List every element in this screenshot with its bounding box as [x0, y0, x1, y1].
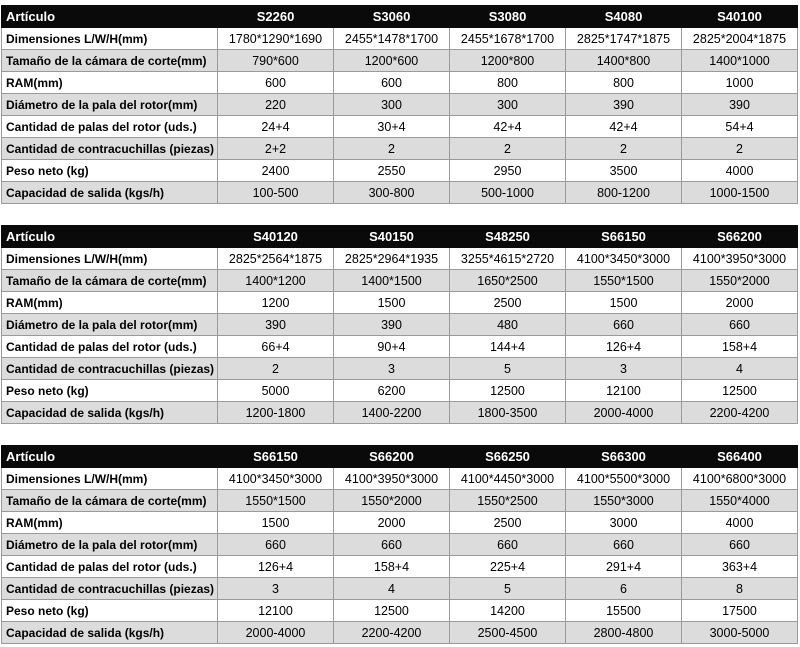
spec-cell: 4100*4450*3000: [450, 468, 566, 490]
spec-cell: 12100: [566, 380, 682, 402]
row-label: Dimensiones L/W/H(mm): [2, 468, 218, 490]
row-label: Peso neto (kg): [2, 600, 218, 622]
spec-cell: 4100*3950*3000: [334, 468, 450, 490]
spec-cell: 1500: [334, 292, 450, 314]
spec-cell: 220: [218, 94, 334, 116]
spec-cell: 4100*3450*3000: [566, 248, 682, 270]
spec-cell: 363+4: [682, 556, 798, 578]
spec-cell: 54+4: [682, 116, 798, 138]
spec-cell: 1550*1500: [566, 270, 682, 292]
spec-cell: 126+4: [218, 556, 334, 578]
spec-cell: 660: [682, 314, 798, 336]
spec-cell: 1200: [218, 292, 334, 314]
spec-cell: 1000-1500: [682, 182, 798, 204]
spec-cell: 12100: [218, 600, 334, 622]
spec-cell: 1200*600: [334, 50, 450, 72]
spec-cell: 600: [334, 72, 450, 94]
spec-row-weight: [2, 380, 798, 402]
spec-cell: 42+4: [566, 116, 682, 138]
spec-cell: 3: [218, 578, 334, 600]
model-header: S3080: [450, 6, 566, 28]
model-header: S66250: [450, 446, 566, 468]
spec-cell: 6: [566, 578, 682, 600]
spec-row-ram: [2, 72, 798, 94]
column-header-article: Artículo: [2, 226, 218, 248]
spec-cell: 42+4: [450, 116, 566, 138]
spec-cell: 480: [450, 314, 566, 336]
spec-cell: 24+4: [218, 116, 334, 138]
spec-row-weight: [2, 600, 798, 622]
spec-cell: 2: [218, 358, 334, 380]
row-label: Capacidad de salida (kgs/h): [2, 622, 218, 644]
spec-row-blade-diameter: [2, 534, 798, 556]
spec-cell: 390: [218, 314, 334, 336]
spec-cell: 3000-5000: [682, 622, 798, 644]
spec-table-2: [1, 225, 798, 424]
spec-cell: 2550: [334, 160, 450, 182]
spec-row-capacity: [2, 402, 798, 424]
spec-cell: 12500: [334, 600, 450, 622]
spec-cell: 1780*1290*1690: [218, 28, 334, 50]
spec-cell: 1200-1800: [218, 402, 334, 424]
spec-cell: 1550*1500: [218, 490, 334, 512]
spec-cell: 1200*800: [450, 50, 566, 72]
spec-row-ram: [2, 292, 798, 314]
spec-cell: 390: [334, 314, 450, 336]
spec-cell: 2500: [450, 292, 566, 314]
spec-cell: 2000: [682, 292, 798, 314]
spec-row-counter-blades: [2, 138, 798, 160]
spec-row-chamber: [2, 50, 798, 72]
spec-row-blade-qty: [2, 556, 798, 578]
spec-cell: 291+4: [566, 556, 682, 578]
spec-cell: 2: [682, 138, 798, 160]
model-header: S4080: [566, 6, 682, 28]
model-header: S66400: [682, 446, 798, 468]
spec-cell: 126+4: [566, 336, 682, 358]
spec-row-capacity: [2, 622, 798, 644]
model-header: S40120: [218, 226, 334, 248]
spec-cell: 2800-4800: [566, 622, 682, 644]
spec-cell: 2: [450, 138, 566, 160]
spec-cell: 1550*4000: [682, 490, 798, 512]
spec-cell: 2500-4500: [450, 622, 566, 644]
spec-cell: 2825*2004*1875: [682, 28, 798, 50]
spec-cell: 1400-2200: [334, 402, 450, 424]
model-header: S48250: [450, 226, 566, 248]
spec-cell: 2000: [334, 512, 450, 534]
header-row: [2, 6, 798, 28]
row-label: Tamaño de la cámara de corte(mm): [2, 270, 218, 292]
spec-cell: 144+4: [450, 336, 566, 358]
row-label: Cantidad de contracuchillas (piezas): [2, 138, 218, 160]
row-label: RAM(mm): [2, 512, 218, 534]
spec-cell: 1550*2500: [450, 490, 566, 512]
row-label: RAM(mm): [2, 292, 218, 314]
spec-cell: 12500: [450, 380, 566, 402]
spec-cell: 790*600: [218, 50, 334, 72]
spec-row-dimensions: [2, 28, 798, 50]
spec-row-chamber: [2, 270, 798, 292]
row-label: Dimensiones L/W/H(mm): [2, 28, 218, 50]
spec-cell: 2500: [450, 512, 566, 534]
spec-cell: 2200-4200: [682, 402, 798, 424]
spec-row-ram: [2, 512, 798, 534]
spec-table-3: [1, 445, 798, 644]
spec-cell: 3500: [566, 160, 682, 182]
row-label: Tamaño de la cámara de corte(mm): [2, 490, 218, 512]
spec-row-counter-blades: [2, 578, 798, 600]
spec-cell: 3: [566, 358, 682, 380]
model-header: S3060: [334, 6, 450, 28]
spec-cell: 158+4: [682, 336, 798, 358]
model-header: S40100: [682, 6, 798, 28]
spec-cell: 1400*1500: [334, 270, 450, 292]
header-row: [2, 226, 798, 248]
spec-cell: 2: [566, 138, 682, 160]
spec-row-dimensions: [2, 248, 798, 270]
spec-cell: 5000: [218, 380, 334, 402]
spec-cell: 2: [334, 138, 450, 160]
spec-cell: 1550*3000: [566, 490, 682, 512]
spec-cell: 2825*2964*1935: [334, 248, 450, 270]
model-header: S40150: [334, 226, 450, 248]
row-label: RAM(mm): [2, 72, 218, 94]
spec-cell: 1400*1000: [682, 50, 798, 72]
spec-cell: 2000-4000: [566, 402, 682, 424]
spec-cell: 1500: [566, 292, 682, 314]
model-header: S66200: [682, 226, 798, 248]
spec-cell: 660: [450, 534, 566, 556]
spec-cell: 4000: [682, 512, 798, 534]
spec-cell: 3255*4615*2720: [450, 248, 566, 270]
row-label: Tamaño de la cámara de corte(mm): [2, 50, 218, 72]
model-header: S66150: [566, 226, 682, 248]
spec-cell: 660: [566, 534, 682, 556]
model-header: S2260: [218, 6, 334, 28]
spec-cell: 30+4: [334, 116, 450, 138]
spec-cell: 600: [218, 72, 334, 94]
column-header-article: Artículo: [2, 446, 218, 468]
spec-cell: 2455*1678*1700: [450, 28, 566, 50]
spec-cell: 3000: [566, 512, 682, 534]
spec-cell: 100-500: [218, 182, 334, 204]
spec-cell: 1400*800: [566, 50, 682, 72]
spec-cell: 1000: [682, 72, 798, 94]
spec-cell: 4100*6800*3000: [682, 468, 798, 490]
spec-cell: 660: [566, 314, 682, 336]
spec-row-dimensions: [2, 468, 798, 490]
spec-cell: 5: [450, 358, 566, 380]
model-header: S66300: [566, 446, 682, 468]
spec-cell: 4100*3950*3000: [682, 248, 798, 270]
spec-cell: 660: [682, 534, 798, 556]
row-label: Cantidad de contracuchillas (piezas): [2, 358, 218, 380]
spec-row-weight: [2, 160, 798, 182]
spec-cell: 500-1000: [450, 182, 566, 204]
spec-cell: 8: [682, 578, 798, 600]
spec-cell: 800: [566, 72, 682, 94]
spec-cell: 2825*1747*1875: [566, 28, 682, 50]
spec-cell: 1800-3500: [450, 402, 566, 424]
spec-cell: 2+2: [218, 138, 334, 160]
spec-cell: 300-800: [334, 182, 450, 204]
spec-cell: 12500: [682, 380, 798, 402]
spec-row-capacity: [2, 182, 798, 204]
spec-row-counter-blades: [2, 358, 798, 380]
header-row: [2, 446, 798, 468]
row-label: Cantidad de palas del rotor (uds.): [2, 556, 218, 578]
spec-cell: 6200: [334, 380, 450, 402]
spec-row-blade-qty: [2, 116, 798, 138]
row-label: Peso neto (kg): [2, 380, 218, 402]
row-label: Dimensiones L/W/H(mm): [2, 248, 218, 270]
spec-cell: 90+4: [334, 336, 450, 358]
spec-cell: 2825*2564*1875: [218, 248, 334, 270]
spec-cell: 4: [682, 358, 798, 380]
row-label: Diámetro de la pala del rotor(mm): [2, 534, 218, 556]
spec-cell: 660: [218, 534, 334, 556]
row-label: Capacidad de salida (kgs/h): [2, 402, 218, 424]
spec-cell: 800: [450, 72, 566, 94]
model-header: S66150: [218, 446, 334, 468]
spec-cell: 4000: [682, 160, 798, 182]
spec-cell: 2455*1478*1700: [334, 28, 450, 50]
spec-row-chamber: [2, 490, 798, 512]
row-label: Diámetro de la pala del rotor(mm): [2, 314, 218, 336]
spec-cell: 2000-4000: [218, 622, 334, 644]
spec-cell: 1500: [218, 512, 334, 534]
spec-cell: 66+4: [218, 336, 334, 358]
spec-cell: 800-1200: [566, 182, 682, 204]
spec-cell: 2950: [450, 160, 566, 182]
spec-cell: 4: [334, 578, 450, 600]
spec-cell: 5: [450, 578, 566, 600]
row-label: Cantidad de palas del rotor (uds.): [2, 116, 218, 138]
spec-table-1: [1, 5, 798, 204]
row-label: Cantidad de palas del rotor (uds.): [2, 336, 218, 358]
spec-row-blade-qty: [2, 336, 798, 358]
spec-cell: 4100*5500*3000: [566, 468, 682, 490]
spec-cell: 2400: [218, 160, 334, 182]
spec-cell: 3: [334, 358, 450, 380]
spec-cell: 225+4: [450, 556, 566, 578]
spec-cell: 390: [566, 94, 682, 116]
spec-cell: 14200: [450, 600, 566, 622]
row-label: Cantidad de contracuchillas (piezas): [2, 578, 218, 600]
column-header-article: Artículo: [2, 6, 218, 28]
model-header: S66200: [334, 446, 450, 468]
spec-cell: 1550*2000: [334, 490, 450, 512]
spec-cell: 300: [450, 94, 566, 116]
spec-cell: 1550*2000: [682, 270, 798, 292]
row-label: Capacidad de salida (kgs/h): [2, 182, 218, 204]
spec-cell: 17500: [682, 600, 798, 622]
spec-row-blade-diameter: [2, 314, 798, 336]
spec-cell: 390: [682, 94, 798, 116]
spec-cell: 4100*3450*3000: [218, 468, 334, 490]
spec-cell: 1400*1200: [218, 270, 334, 292]
spec-row-blade-diameter: [2, 94, 798, 116]
spec-cell: 660: [334, 534, 450, 556]
spec-cell: 15500: [566, 600, 682, 622]
spec-cell: 1650*2500: [450, 270, 566, 292]
row-label: Diámetro de la pala del rotor(mm): [2, 94, 218, 116]
spec-cell: 300: [334, 94, 450, 116]
spec-cell: 158+4: [334, 556, 450, 578]
row-label: Peso neto (kg): [2, 160, 218, 182]
spec-cell: 2200-4200: [334, 622, 450, 644]
